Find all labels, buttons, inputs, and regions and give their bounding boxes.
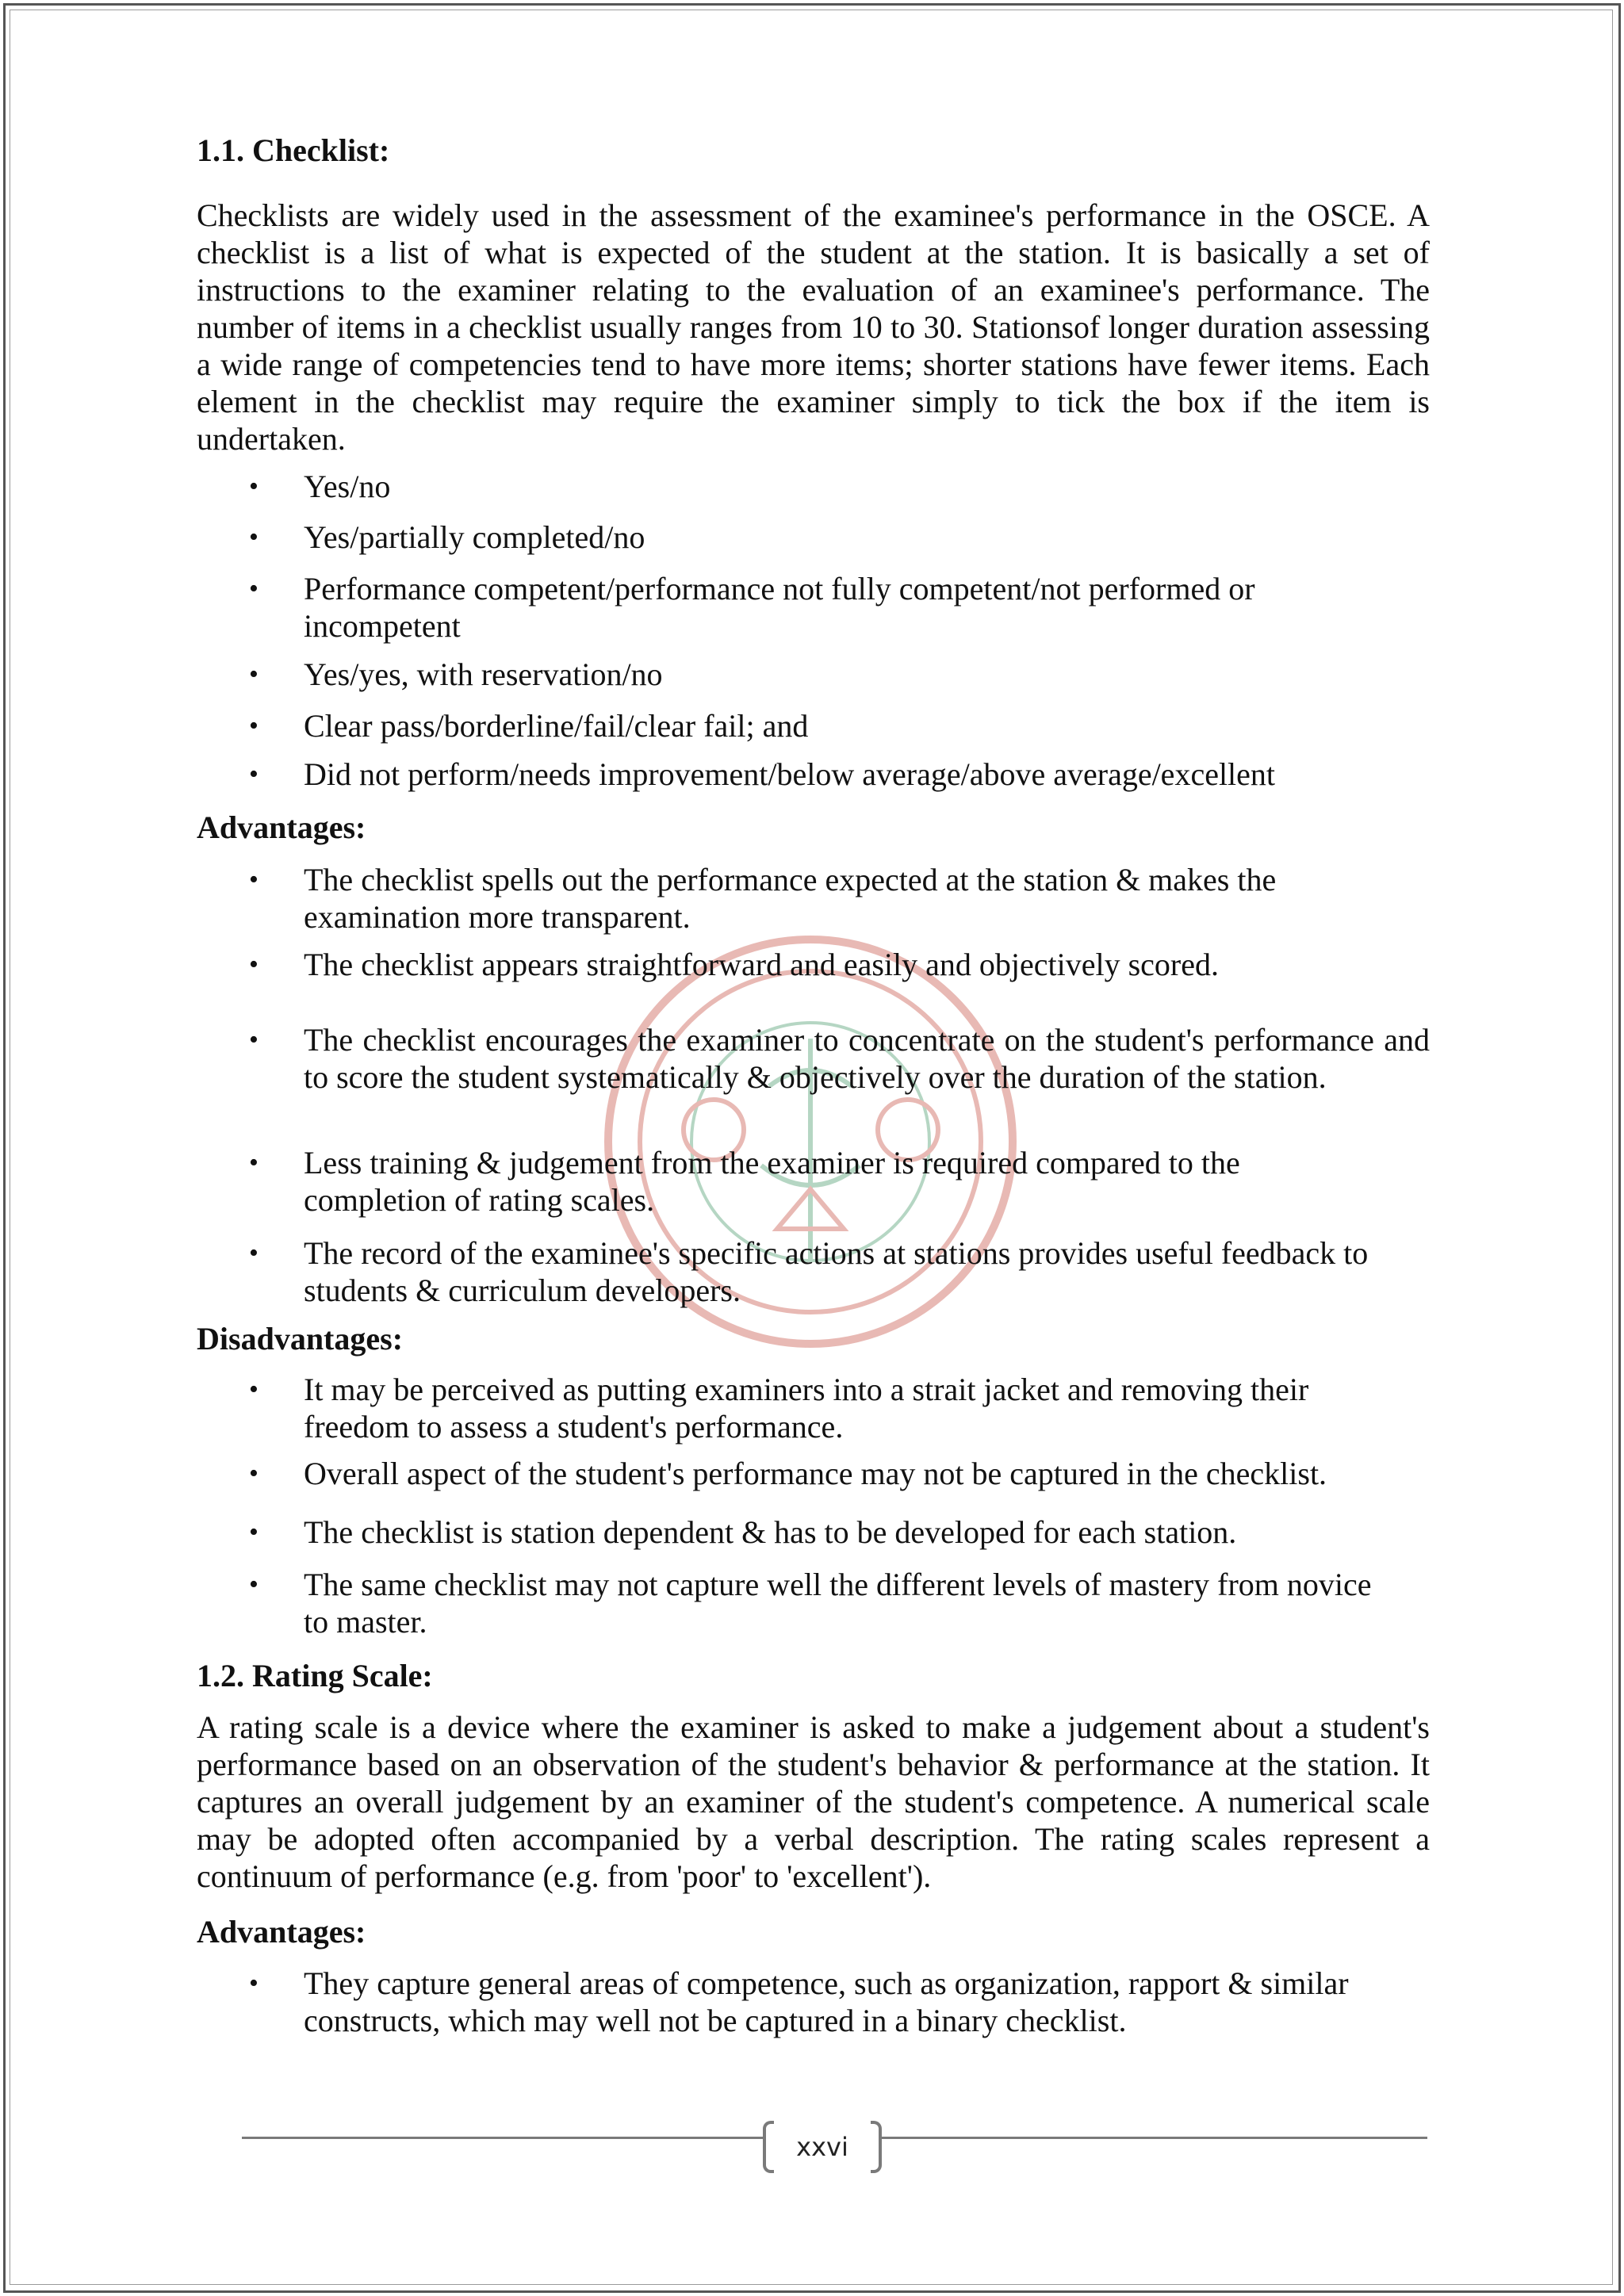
section-heading-rating-scale: 1.2. Rating Scale: xyxy=(197,1658,433,1693)
advantages-heading: Advantages: xyxy=(197,809,366,845)
bullet-icon: • xyxy=(249,1238,259,1268)
advantages-heading: Advantages: xyxy=(197,1914,366,1950)
bullet-icon: • xyxy=(249,574,259,603)
section-heading-checklist: 1.1. Checklist: xyxy=(197,132,390,168)
bullet-icon: • xyxy=(249,711,259,740)
bullet-icon: • xyxy=(249,1148,259,1177)
page-number: xxvi xyxy=(796,2132,848,2162)
bullet-icon: • xyxy=(249,865,259,894)
bullet-icon: • xyxy=(249,760,259,789)
bullet-icon: • xyxy=(249,1517,259,1547)
rating-scale-intro-paragraph: A rating scale is a device where the examiner is asked to make a judgement about a student's performance based on an observation of the student's behavior & performance at the station. It captures an overall judgement by an examiner of the student's competence. A numerical scale may be adopted often accompanied by a verbal description. The rating scales represent a continuum of performance (e.g. from 'poor' to 'excellent'). xyxy=(197,1709,1430,1894)
disadvantages-heading: Disadvantages: xyxy=(197,1321,404,1357)
footer-bracket-left xyxy=(763,2121,774,2173)
bullet-icon: • xyxy=(249,1459,259,1488)
bullet-icon: • xyxy=(249,1570,259,1599)
footer-rule-right xyxy=(879,2137,1427,2139)
bullet-icon: • xyxy=(249,1969,259,1998)
checklist-intro-paragraph: Checklists are widely used in the assessment of the examinee's performance in the OSCE. A checklist is a list of what is expected of the student at the station. It is basically a set of instructions to the examiner relating to the evaluation of an examinee's performance. The number of items in a checklist usually ranges from 10 to 30. Stationsof longer duration assessing a wide range of competencies tend to have more items; shorter stations have fewer items. Each element in the checklist may require the examiner simply to tick the box if the item is undertaken. xyxy=(197,197,1430,457)
bullet-icon: • xyxy=(249,950,259,979)
bullet-icon: • xyxy=(249,472,259,501)
bullet-icon: • xyxy=(249,1025,259,1054)
bullet-icon: • xyxy=(249,660,259,689)
footer-rule-left xyxy=(242,2137,765,2139)
bullet-icon: • xyxy=(249,522,259,552)
footer-bracket-right xyxy=(871,2121,882,2173)
bullet-icon: • xyxy=(249,1375,259,1404)
